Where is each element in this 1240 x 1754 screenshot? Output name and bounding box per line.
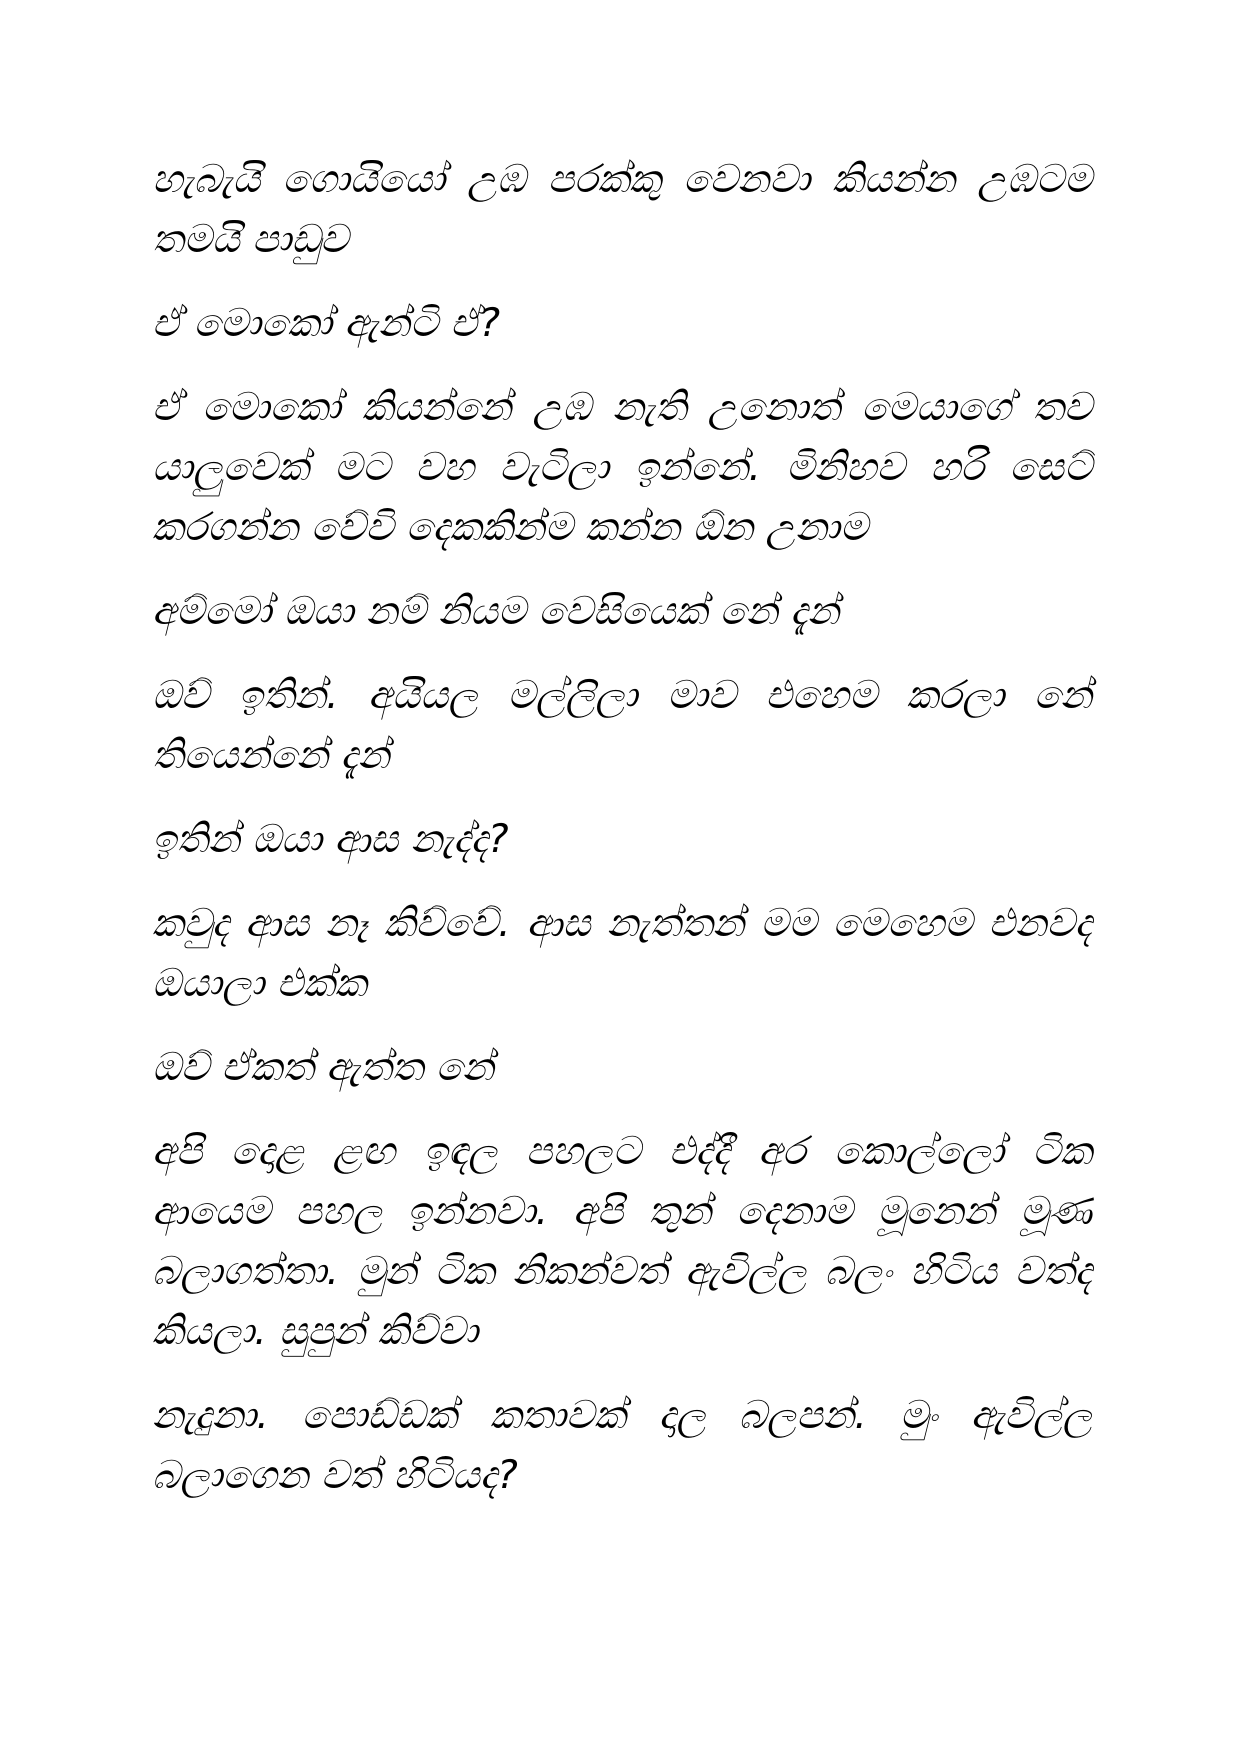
paragraph-9: අපි දොළ ළඟ ඉඳල පහලට එද්දී අර කොල්ලෝ ටික ආයෙම පහල ඉන්නවා. අපි තුන් දෙනාම මූනෙන් මූණ බලාගත්තා. මුන් ටික නිකන්වත් ඇවිල්ල බලං හිටිය වත්ද කියලා. සුපුන් කිව්වා <box>152 1129 1092 1354</box>
paragraph-10: නැදුනා. පොඩ්ඩක් කතාවක් දාල බලපන්. මුං ඇවිල්ල බලාගෙන වත් හිටියද? <box>152 1393 1092 1498</box>
body-text <box>152 150 1092 1530</box>
paragraph-6: ඉතින් ඔයා ආස නැද්ද? <box>152 817 509 862</box>
paragraph-3: ඒ මොකෝ කියන්නේ උඹ නැති උනොත් මෙයාගේ තව යාලුවෙක් මට වහ වැටිලා ඉන්නේ. මිනිහව හරි සෙට් කරගන්න වේවි දෙකකින්ම කන්න ඕන උනාම <box>152 385 1092 550</box>
paragraph-8: ඔව් ඒකත් ඇත්ත නේ <box>152 1045 494 1090</box>
paragraph-2: ඒ මොකෝ ඇන්ටි ඒ? <box>152 301 501 346</box>
paragraph-7: කවුද ආස නෑ කිව්වේ. ආස නැත්තන් මම මෙහෙම එනවද ඔයාලා එක්ක <box>152 901 1092 1006</box>
paragraph-5: ඔව් ඉතින්. අයියල මල්ලිලා මාව එහෙම කරලා නේ තියෙන්නේ දැන් <box>152 673 1092 778</box>
paragraph-4: අම්මෝ ඔයා නම් නියම වෙසියෙක් නේ දැන් <box>152 589 840 634</box>
paragraph-1: හැබැයි ගොයියෝ උඹ පරක්කු වෙනවා කියන්න උඹටම තමයි පාඩුව <box>152 157 1092 262</box>
